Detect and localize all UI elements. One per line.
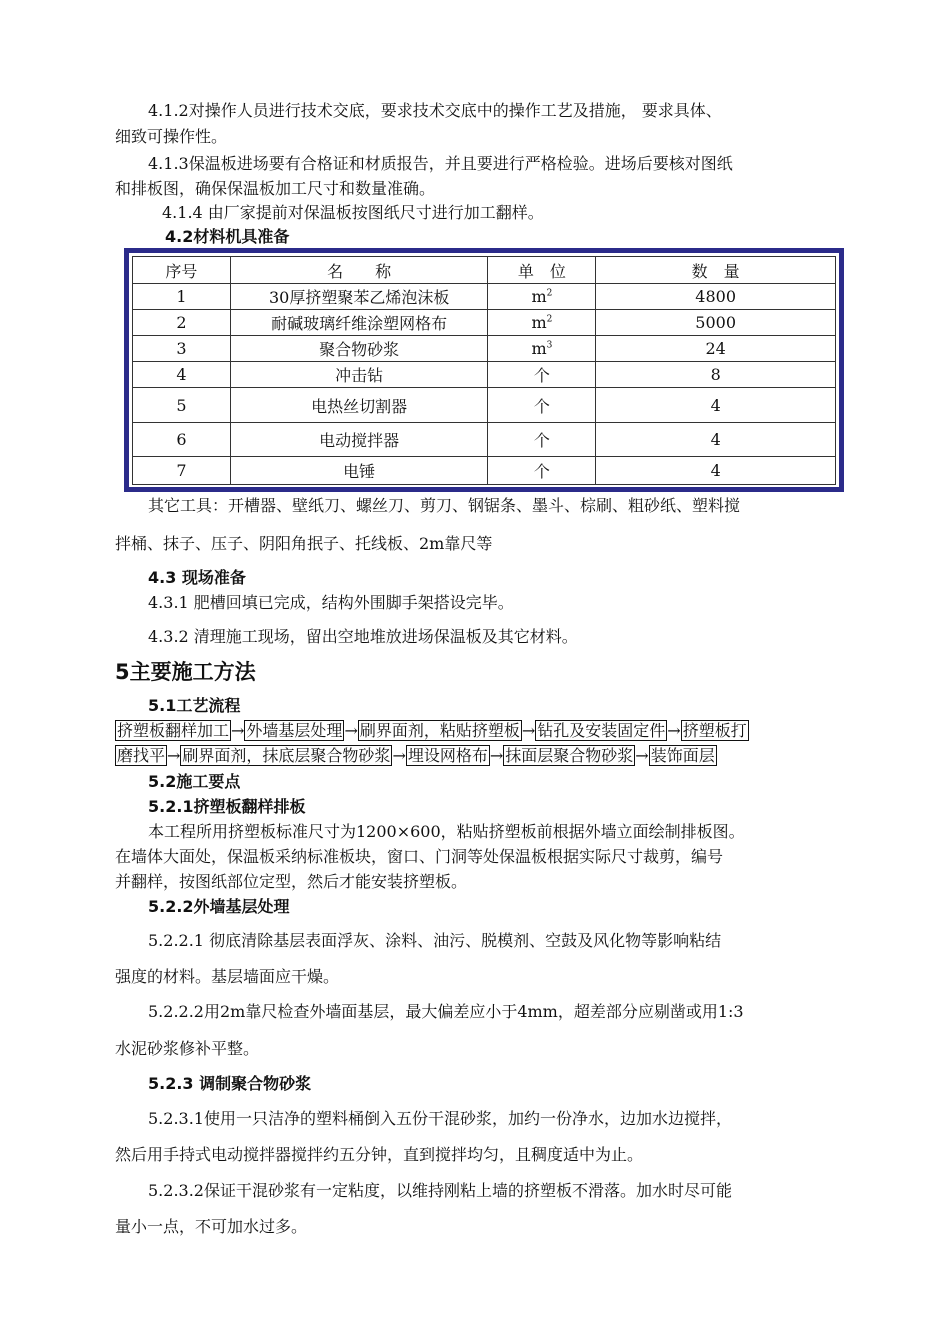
cell-qty: 24 (596, 336, 836, 362)
header-name: 名 称 (230, 257, 488, 284)
table-row (133, 423, 836, 457)
cell-name: 聚合物砂浆 (230, 336, 488, 362)
flow-step: 挤塑板打 (682, 721, 747, 740)
table-row (133, 284, 836, 310)
cell-no: 5 (133, 388, 231, 423)
para-5-2-3-1-line2: 然后用手持式电动搅拌器搅拌约五分钟，直到搅拌均匀，且稠度适中为止。 (115, 1145, 644, 1164)
cell-unit: $m^2$ (488, 284, 596, 310)
section-5-2-3-title: 5.2.3 调制聚合物砂浆 (148, 1074, 312, 1093)
flow-step: 装饰面层 (650, 746, 715, 765)
arrow-icon: → (667, 721, 681, 740)
para-5-2-1-line1: 本工程所用挤塑板标准尺寸为1200×600，粘贴挤塑板前根据外墙立面绘制排板图。 (148, 822, 745, 841)
para-5-2-2-2-line1: 5.2.2.2用2m靠尺检查外墙面基层，最大偏差应小于4mm，超差部分应剔凿或用1:3 (148, 1002, 744, 1021)
cell-qty: 4 (596, 423, 836, 457)
flow-step: 抹面层聚合物砂浆 (505, 746, 634, 765)
cell-name: 电锤 (230, 457, 488, 485)
cell-qty: 4 (596, 388, 836, 423)
cell-qty: 4 (596, 457, 836, 485)
para-4-1-3-line1: 4.1.3保温板进场要有合格证和材质报告，并且要进行严格检验。进场后要核对图纸 (148, 154, 733, 173)
table-row (133, 362, 836, 388)
flow-step: 埋设网格布 (407, 746, 488, 765)
cell-unit: 个 (488, 388, 596, 423)
para-5-2-3-1-line1: 5.2.3.1使用一只洁净的塑料桶倒入五份干混砂浆，加约一份净水，边加水边搅拌， (148, 1109, 732, 1128)
table-row (133, 388, 836, 423)
arrow-icon: → (231, 721, 245, 740)
table-row (133, 336, 836, 362)
cell-name: 电热丝切割器 (230, 388, 488, 423)
para-5-2-3-2-line1: 5.2.3.2保证干混砂浆有一定粘度，以维持刚粘上墙的挤塑板不滑落。加水时尽可能 (148, 1181, 732, 1200)
flow-step: 挤塑板翻样加工 (117, 721, 230, 740)
cell-unit: 个 (488, 362, 596, 388)
cell-qty: 4800 (596, 284, 836, 310)
section-4-2-title: 4.2材料机具准备 (165, 227, 290, 246)
para-5-2-2-2-line2: 水泥砂浆修补平整。 (115, 1039, 260, 1058)
para-4-1-3-line2: 和排板图，确保保温板加工尺寸和数量准确。 (115, 179, 436, 198)
para-4-1-4: 4.1.4 由厂家提前对保温板按图纸尺寸进行加工翻样。 (162, 203, 544, 222)
para-4-1-2-line1: 4.1.2对操作人员进行技术交底，要求技术交底中的操作工艺及措施， 要求具体、 (148, 101, 722, 120)
cell-unit: $m^3$ (488, 336, 596, 362)
arrow-icon: → (392, 746, 406, 765)
process-flow-line2 (115, 745, 717, 767)
cell-no: 7 (133, 457, 231, 485)
arrow-icon: → (344, 721, 358, 740)
table-row (133, 457, 836, 485)
para-5-2-1-line3: 并翻样，按图纸部位定型，然后才能安装挤塑板。 (115, 872, 468, 891)
section-5-2-2-title: 5.2.2外墙基层处理 (148, 897, 290, 916)
section-5-2-1-title: 5.2.1挤塑板翻样排板 (148, 797, 306, 816)
cell-name: 耐碱玻璃纤维涂塑网格布 (230, 310, 488, 336)
cell-no: 2 (133, 310, 231, 336)
table-row (133, 310, 836, 336)
para-5-2-2-1-line1: 5.2.2.1 彻底清除基层表面浮灰、涂料、油污、脱模剂、空鼓及风化物等影响粘结 (148, 931, 722, 950)
header-no: 序号 (133, 257, 231, 284)
cell-no: 1 (133, 284, 231, 310)
process-flow-line1 (115, 720, 749, 742)
cell-name: 30厚挤塑聚苯乙烯泡沫板 (230, 284, 488, 310)
header-qty: 数 量 (596, 257, 836, 284)
flow-step: 外墙基层处理 (246, 721, 343, 740)
cell-no: 4 (133, 362, 231, 388)
para-5-2-3-2-line2: 量小一点，不可加水过多。 (115, 1217, 308, 1236)
para-4-1-2-line2: 细致可操作性。 (115, 127, 228, 146)
flow-step: 磨找平 (117, 746, 166, 765)
arrow-icon: → (489, 746, 504, 765)
table-header-row (133, 257, 836, 284)
cell-unit: 个 (488, 457, 596, 485)
arrow-icon: → (167, 746, 181, 765)
section-4-3-title: 4.3 现场准备 (148, 568, 246, 587)
materials-table-frame (124, 248, 844, 492)
cell-unit: $m^2$ (488, 310, 596, 336)
cell-name: 电动搅拌器 (230, 423, 488, 457)
cell-no: 3 (133, 336, 231, 362)
header-unit: 单 位 (488, 257, 596, 284)
flow-step: 刷界面剂，抹底层聚合物砂浆 (182, 746, 391, 765)
other-tools-line2: 拌桶、抹子、压子、阴阳角抿子、托线板、2m靠尺等 (115, 534, 493, 553)
section-5-title: 5主要施工方法 (115, 660, 256, 684)
para-5-2-1-line2: 在墙体大面处，保温板采纳标准板块，窗口、门洞等处保温板根据实际尺寸裁剪，编号 (115, 847, 724, 866)
section-5-1-title: 5.1工艺流程 (148, 696, 241, 715)
para-4-3-1: 4.3.1 肥槽回填已完成，结构外围脚手架搭设完毕。 (148, 593, 514, 612)
cell-unit: 个 (488, 423, 596, 457)
other-tools-line1: 其它工具：开槽器、壁纸刀、螺丝刀、剪刀、钢锯条、墨斗、棕刷、粗砂纸、塑料搅 (148, 496, 741, 515)
arrow-icon: → (635, 746, 649, 765)
para-5-2-2-1-line2: 强度的材料。基层墙面应干燥。 (115, 967, 340, 986)
materials-table (132, 256, 836, 485)
flow-step: 刷界面剂，粘贴挤塑板 (359, 721, 520, 740)
cell-qty: 5000 (596, 310, 836, 336)
section-5-2-title: 5.2施工要点 (148, 772, 241, 791)
cell-name: 冲击钻 (230, 362, 488, 388)
arrow-icon: → (521, 721, 536, 740)
cell-qty: 8 (596, 362, 836, 388)
cell-no: 6 (133, 423, 231, 457)
para-4-3-2: 4.3.2 清理施工现场，留出空地堆放进场保温板及其它材料。 (148, 627, 578, 646)
flow-step: 钻孔及安装固定件 (537, 721, 666, 740)
